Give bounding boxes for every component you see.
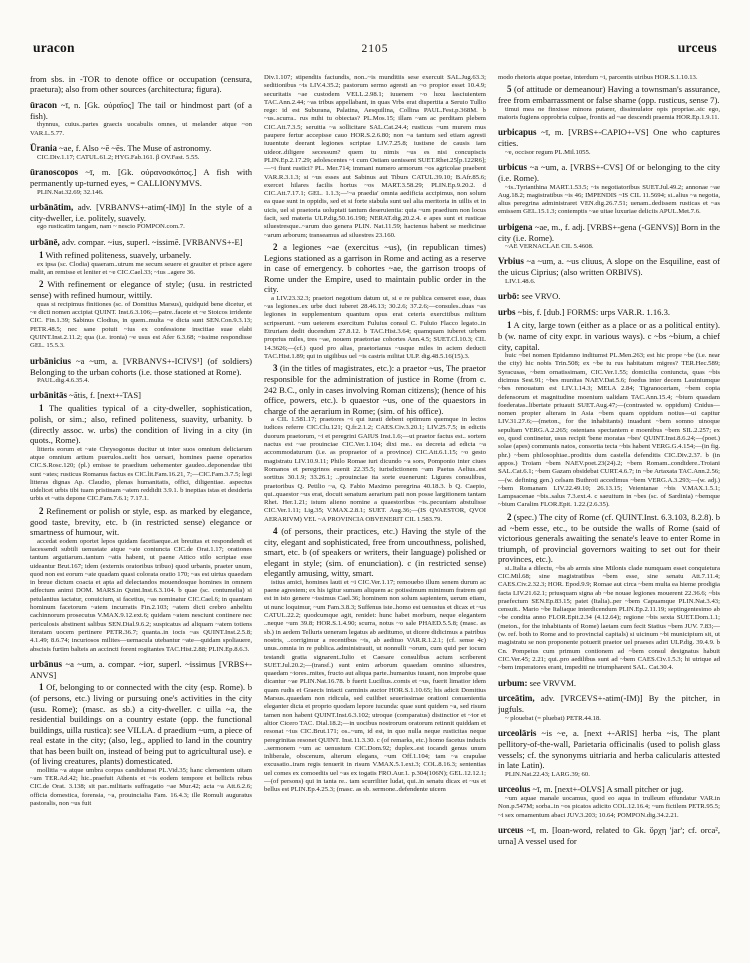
headword: Ūrania	[30, 143, 57, 154]
text-columns	[30, 74, 720, 932]
sense-paragraph: 1 Of, belonging to or connected with the city (esp. Rome). b (of persons, etc.) living or pursuing one's activities in the city (usu. Rome); (masc. as sb.) a city-dweller. c uilla ~a, the residential buildings on a country estate (opp. the functional buildings, uilla rustica): see VILLA. d praedium ~um, a piece of real estate in the city; (also, leg., applied to land in the country that has been built on, instead of being put to agricultural use). e (of living creatures, plants) domesticated.	[30, 682, 252, 767]
sense-number: 2	[39, 279, 44, 290]
dictionary-entry: ūracon ~ī, n. [Gk. ούραῖος] The tail or hindmost part (of a fish).	[30, 99, 252, 121]
dictionary-entry: urbānitās ~ātis, f. [next+-TAS]	[30, 390, 141, 401]
headword: urbigena	[498, 221, 533, 232]
dictionary-entry: urbānē, adv. compar. ~ius, superl. ~issimē. [VRBANVS+-E]	[30, 236, 243, 247]
citation-continuation: modo rhetoris atque poetae, interdum ~i, parcentis uiribus HOR.S.1.10.13.	[498, 74, 698, 81]
citation-block: ego rusticatim tangam, nam ~ nescio POMPON.com.7.	[37, 223, 185, 231]
citation-block: a CIL 1.581.17; praetores ~i qui iurati debent optimum quemque in lectos iudices referre CIC.Clu.121; Q.fr.2.1.2; CAES.Civ.3.20.1; LIV.25.7.5; in edictis duorum praetorum, ~i et peregrini GAIUS Inst.1.6;—ut praetor factus est.. sortem nactus est ~ae prouinciae CIC.Ver.1.104; dixi me.. ea decreta ad edicta ~a accommodaturum (i.e. as propraetor of a province) CIC.Att.6.1.15; ~o gesto magistratu LIV.10.9.11; Philo Romae iuri dicundo ~a sors, Pomponio inter ciues Romanos et peregrinos euenit 22.35.5; iurisdictionem ~am Paetus Aelius..est sortitus 30.1.9; 33.26.1; ..prouinciae ita sorte euenerunt: Ligures consulibus, praetoribus Q. Petilio ~a, Q. Fabio Maximo peregrina 40.18.3. b Q. Caepio, qui..quaestor ~us erat, docuit senatum aerarium pati non posse largitionem tantam Rhet. Her.1.21; istum alieno nomine a quaestoribus ~is..pecuniam abstulisse CIC.Ver.1.11; Lig.35; V.MAX.2.8.1; SUET. Aug.36;—(IS QVAESTOR, QVOI AERARIVM) VEL ~A PROVINCIA OBVENERIT CIL 1.583.79.	[264, 416, 486, 523]
dictionary-entry: urbum: see VRVVM.	[498, 677, 577, 688]
dictionary-entry: Ūrania ~ae, f. Also ~ē ~ēs. The Muse of astronomy.	[30, 143, 212, 154]
citation-block: timui mea ne finxisse minora putarer, dissimulator opis propriae..sic ego, maioris fugiens opprobria culpae, frontis ad ~ae descendi praemia HOR.Ep.1.9.11.	[498, 105, 720, 122]
sense-number: 4	[273, 525, 278, 536]
sense-paragraph: 2 With refinement or elegance of style; (usu. in restricted sense) with refined humour, wittily.	[30, 279, 252, 301]
dictionary-entry: ūranoscopos ~ī, m. [Gk. ούρανοσκόπος.] A fish with permanently up-turned eyes, = CALLIONYMVS.	[30, 167, 252, 189]
citation-block: PAUL.dig.4.6.35.4.	[37, 377, 90, 384]
sense-paragraph: 4 (of persons, their practices, etc.) Having the style of the city, elegant and sophisticated, free from uncouthness, polished, smart, etc. b (of speakers or writers, their language) polished or elegant in style; (sim. of enunciation). c (in restricted sense) elegantly amusing, witty, smart.	[264, 525, 486, 579]
citation-block: ex ipsa (sc. Clodia) quaeram..utrum me secum seuere et grauiter et prisce agere malit, an remisse et leniter et ~e CIC.Cael.33; ~ius ..agere 36.	[30, 260, 252, 277]
headword: urceolus	[498, 783, 531, 794]
dictionary-entry: Vrbius ~a ~um, a. ~us cliuus, A slope on the Esquiline, east of the uicus Ciprius; (also written ORBIVS).	[498, 256, 720, 278]
headword: urceātim,	[498, 693, 535, 704]
sense-number: 3	[273, 363, 278, 374]
sense-number: 1	[39, 249, 44, 260]
sense-number: 5	[507, 84, 512, 95]
continuation-paragraph: from sbs. in -TOR to denote office or occupation (censura, praetura); also from other sources (architectura; figura).	[30, 74, 252, 95]
headword: urbum:	[498, 677, 528, 688]
citation-block: LIV.1.48.6.	[505, 277, 536, 285]
column-1	[30, 74, 252, 932]
headword: urbānātim,	[30, 202, 74, 213]
sense-paragraph: 1 A city, large town (either as a place or as a political entity). b (w. name of city expr. in various ways). c ~bs ~bium, a chief city, capital.	[498, 320, 720, 352]
citation-block: litteris eorum et ~ate Chrysogonus ducitur ut inter suos omnium deliciarum atque omnium artium puerulos..uelit hos uersari, homines paene operarios CIC.S.Rosc.120; (pl.) emisse te praedium uehementer gaudeo..deponendae tibi sunt ~ates; rusticus Romanus factus es CIC.lit.Fam.16.21, 7;—CIC.Fam.3.7.5; legi litteras dignas Ap. Claudio, plenas humanitatis, offici, diligentiae. aspectus uidelicet urbis tibi tuam pristinam ~atem reddidit 3.9.1. b ineptias istas et desideria urbis et ~atis depone CIC.Fam.7.6.1; 7.17.1.	[30, 445, 252, 503]
citation-block: huic ~bei nomen Epidamno inditumst PL.Men.263; est hic prope ~be (i.e. near the city) hic nobis Trin.508; ex ~be tu rus habitatum migres? TER.Hec.589; Syracusas, ~bem ornatissimam, CIC.Ver.1.55; domicilia coniuncta, quas ~bis dicimus Sest.91; ~bes munitas NAEV.Dat.5.6; foedus inter decem Lauiniumque ~bes renouatum est LIV.1.14.3; MELA 2.84; Tigranocertam, ~bem copia defensorum et magnitudine moenium ualidam TAC.Ann.15.4; ~bium quasdam foederatas..libertate priuauit SUET.Aug.47;—(contrasted w. oppidum) Cnidus—nomen propter alteram in Asia ~bem quam oppidum notius—ui capitur LIV.31.27.6;—(meton., for the inhabitants) inuadunt ~bem somno uinoque sepultam VERG.A.2.265; ostentans spectantem e moenibus ~bem SIL.2.257; ex eo, quod continetur, usus recipit 'bene moratas ~bes' QUINT.Inst.8.6.24;—(poet.) solae (apes) communis natos, consortia tecta ~bis habent VERG.G.4.154;—(in fig. phr.) ~bem philosophiae..proditis dum castella defenditis CIC.Div.2.37. b (in appos.) Troiam ~bem NAEV.poet.23(24).2; ~bem Romam..condidere..Troiani SAL.Cat.6.1; ~bem Gazam obsidebat CURT.4.6.7; in ~be Artaxata TAC.Ann.2.56;—(w. defining gen.) celsam Buthroti accedimus ~bem VERG.A.3.293;—(w. adj.) ~bem Romanam LIV.22.49.10; 26.13.15; Veientanae ~bis V.MAX.1.5.1; Lampsacenae ~bis..salus 7.3.ext.4. c saeuitum in ~bes (sc. of Sardinia) ~bemque ~bium Caralim FLOR.Epit. 1.22.(2.6.35).	[498, 352, 720, 509]
sense-paragraph: 2 a legiones ~ae (exercitus ~us), (in republican times) Legions stationed as a garrison in Rome and acting as a reserve in case of emergency. b cohortes ~ae, the garrison troops of Rome under the Empire, used to maintain public order in the city.	[264, 241, 486, 295]
headword: urbicapus	[498, 127, 537, 138]
sense-number: 2	[39, 505, 44, 516]
page-header	[30, 40, 720, 56]
dictionary-entry: urbō: see VRVO.	[498, 291, 561, 302]
citation-block: ~ plouebat (= pluebat) PETR.44.18.	[505, 714, 601, 722]
dictionary-entry: urbigena ~ae, m., f. adj. [VRBS+-gena (-GENVS)] Born in the city (i.e. Rome).	[498, 221, 720, 243]
dictionary-entry: urceolāris ~is ~e, a. [next +-ARIS] herba ~is, The plant pellitory-of-the-wall, Parietaria officinalis (used to polish glass vessels; cf. the synonyms uitriaria and herba calicularis attested in late Latin).	[498, 728, 720, 771]
citation-block: a LIV.23.32.3; praetori negotium datum ut, si e re publica censeret esse, duas ~as legiones..ex urbe duci iuberet 28.46.13; 30.2.6; 37.2.6;—consules..duas ~as legiones in supplementum quantum opus erat ceteris exercitibus militum scripserunt. ~um ueterem exercitum Fuluius consul C. Fuluio Flacco legato..in Etruriam dedit ducendum 27.8.12. b TAC.Hist.3.64; quamquam iuberet urbem proprius miles, tres ~ae, nouem praetoriae cohortes Ann.4.5; SUET.Cl.10.3; CIL 14.3626;—(cf.) quod pro alias, praetorianus ~usque miles in aciem deducti TAC.Hist.1.89; qui in uigilibus uel ~is castris militat ULP. dig.48.5.16(15).3.	[264, 294, 486, 360]
sense-paragraph: 2 Refinement or polish or style, esp. as marked by elegance, good taste, brevity, etc. b (in restricted sense) elegance or smartness of humour, wit.	[30, 505, 252, 538]
dictionary-entry: urbānicius ~a ~um, a. [VRBANVS+-ICIVS¹] (of soldiers) Belonging to the urban cohorts (i.e. those stationed at Rome).	[30, 355, 252, 377]
citation-block: PLIN.Nat.22.43; LARG.39; 60.	[505, 770, 590, 778]
citation-block: ~AE VERNACLAE CIL 5.4608.	[505, 243, 594, 251]
column-2	[264, 74, 486, 932]
column-3	[498, 74, 720, 932]
sense-number: 1	[39, 682, 44, 693]
sense-paragraph: 1 With refined politeness, suavely, urbanely.	[39, 249, 192, 260]
headword: ūracon	[30, 99, 57, 110]
sense-number: 1	[507, 320, 512, 331]
sense-number: 1	[39, 403, 44, 414]
sense-paragraph: 2 (spec.) The city of Rome (cf. QUINT.Inst. 6.3.103, 8.2.8). b ad ~bem esse, etc., to be outside the walls of Rome (said of victorious generals awaiting the senate's leave to enter Rome in triumph, of provincial governors waiting to set out for their provinces, etc.).	[498, 511, 720, 565]
citation-block: thynnus, cuius..partes graecis uocabulis omnes, ut melander atque ~on VAR.L.5.77.	[30, 121, 252, 137]
headword: urceolāris	[498, 728, 537, 739]
headword: urbānicius	[30, 355, 72, 366]
dictionary-entry: urbicapus ~ī, m. [VRBS+-CAPIO+-VS] One who captures cities.	[498, 127, 720, 149]
headword: urbicus	[498, 162, 528, 173]
dictionary-entry: urbs ~bis, f. [dub.] FORMS: urps VAR.R. 1.16.3.	[498, 307, 671, 318]
headword: urbānitās	[30, 390, 68, 401]
citation-continuation: Div.1.107; stipendiis faciundis, non..~is munditiis sese exercuit SAL.Jug.63.3; seditionibus ~is LIV.4.35.2; pastorum sermo agresti an ~o propior esset 10.4.9; securitatis ~ae custodem VELL.2.98.1; iuuenem ~o luxu lasciuientem TAC.Ann.2.44; ~as tribus appellabant, in quas Vrbs erat dispertita a Seruio Tullio rege: id est Suburana, Palatina, Aesquilina, Collina PAUL.Fest.p.368M. b ~us..scurra.. rus mihi tu obiectas? PL.Mos.15; illam ~am ac perditam plebem CIC.Att.7.3.5; seruitia ~a sollicitare SAL.Cat.24.4; rusticus ~um murem mus paupere fertur accepisse cauo HOR.S.2.6.80; non ~a tantum sed etiam agresti iuuentute deerant legiones scriptae LIV.7.25.8; iustisne de causis iam uideor..diligere secessum? quem tu nimis ~us es nisi concupiscis PLIN.Ep.2.17.29; adolescentes ~i cum Ostiam uenissent SUET.Rhet.25[p.122R6];—~i fiunt rustici? PL. Mer.714; immani numero armorum ~os agricolae praebent VAR.R.3.1.3; si ~us esses aut Sabinus aut Tiburs CATUL.39.10; B.Afr.85.6; exercet hilares facilis hortus ~os MART.3.58.29; PLIN.Ep.9.20.2. d CIC.Att.7.17.1; GEL. 1.1.3;—'~a praedia' omnia aedificia accipimus, non solum ea quae sunt in oppidis, sed et si forte stabula sunt uel alia meritoria in uillis et in uicis, uel si praetoria uoluptati tantum deseruientia: quia ~um praedium non locus facit, sed materia ULP.dig.50.16.198; NERAT.dig.20.2.4. e apes sunt et rusticae siluestresque..~arum duo genera PLIN. Nat.11.59; hactenus habent se medicinae ~arum arborum; transeamus ad siluestres 23.160.	[264, 74, 486, 239]
citation-block: accedat eodem oportet lepos quidam facetiaeque..et breuitas et respondendi et lacessendi subtili uenustate atque ~ate coniuncta CIC.de Orat.1.17; orationes tantum argutiarum..tantum ~atis habent, ut paene Attico stilo scriptae esse uideantur Brut.167; idem (externis oratoribus tribuo) quod urbanis, praeter unum, quod non est eorum ~ate quadam quasi colorata oratio 170; ~as est uirtus quaedam in breue dictum coacta et apta ad delectandos mouendosque homines in omnem adfectum animi DOM. MARS.in Quint.Inst.6.3.104. b quae (sc. contumelia) si petulantius iactatur, conuicium, si facetius, ~as nominatur CIC.Cael.6; in quantam hominum facetorum ~atem incurratis Fin.2.103; ~atem dicti crebro anhelitu cachinnorum prosecutus V.MAX.9.12.ext.6; quidam ~atem nesciunt continere nec periculosis abstinent salibus SEN.Dial.9.6.2; suspicatus ad aliquam ~atem totiens iteratam uocem pertinere PETR.36.7; quanta..in iocis ~as QUINT.Inst.2.5.8; 4.1.49; 8.6.74; incuriosos milites—uernacula utebantur ~ate—quidam spoliauere, abscisis furtim balteis an accincti forent rogitantes TAC.Hist.2.88; PLIN.Ep.8.6.3.	[30, 537, 252, 653]
dictionary-entry: urceātim, adv. [VRCEVS+-atim(-IM)] By the pitcher, in jugfuls.	[498, 693, 720, 715]
page-number: 2105	[361, 43, 389, 55]
citation-block: ~um aquae manale uocamus, quod eo aqua in trulleum effundatur VAR.in Non.p.547M; sorba..in ~os picatos adicito COL.12.16.4; ~um fictilem PETR.95.5; ~i sex ornamentum abaci JUV.3.203; 10.64; POMPON.dig.34.2.21.	[498, 794, 720, 819]
citation-block: mollitia ~a atque umbra corpus candidumst PL.Vid.35; hanc clementem uitam ~am TER.Ad.42; hic..praefuit Athenis et ~is eodem tempore et bellicis rebus CIC.de Orat. 3.138; sit par..militaris suffragatio ~ae Mur.42; acta ~a Att.6.2.6; officia domestica, forensia, ~a, prouincialia Fam. 16.4.3; ille Romuli auguratus pastoralis, non ~us fuit	[30, 766, 252, 807]
citation-block: PLIN.Nat.32.69; 32.146.	[37, 188, 104, 196]
dictionary-entry: urbānus ~a ~um, a. compar. ~ior, superl. ~issimus [VRBS+-ANVS]	[30, 658, 252, 680]
guide-word-left: uracon	[33, 40, 75, 55]
headword: urbō:	[498, 291, 520, 302]
headword: Vrbius	[498, 256, 524, 267]
dictionary-entry: urceolus ~ī, m. [next+-OLVS] A small pitcher or jug.	[498, 783, 684, 794]
dictionary-entry: urbānātim, adv. [VRBANVS+-atim(-IM)] In the style of a city-dweller, i.e. politely, suavely.	[30, 202, 252, 223]
sense-paragraph: 5 (of attitude or demeanour) Having a townsman's assurance, free from embarrassment or false shame (opp. rusticus, sense 7).	[498, 84, 720, 106]
headword: urceus	[498, 824, 524, 835]
citation-block: quas si recipimus finitiones (sc. of Domitius Marsus), quidquid bene dicetur, et ~e dicti nomen accipiat QUINT. Inst.6.3.106;—patre..facete et ~e Stoicos irridente CIC. Fin.1.39; Sabinus Clodius, in quem..multa ~e dicta sunt SEN.Con.9.3.13; PETR.48.5; nec sane potuit ~ius ex confessione inscitiae suae elabi QUINT.Inst.2.11.2; qua (i.e. ironia) ~e usus est Afer 6.3.68; ~issime respondisse GEL. 15.5.3.	[30, 300, 252, 350]
citation-block: ~is..Tyrianthina MART.1.53.5; ~is negotiatoribus SUET.Jul.49.2; annonae ~ae Aug.18.2; magistratibus ~is 46; IMPENDIS ~IS CIL 11.5694; si..alius ~a negotia, alius peregrina administraret VEN.dig.26.7.51; uenam..dedissem rusticas et ~as emissem GEL.15.1.3; contemptis ~ae uitae luxuriae deliciis APUL.Met.7.6.	[498, 183, 720, 216]
headword: ūranoscopos	[30, 167, 79, 178]
sense-paragraph: 1 The qualities typical of a city-dweller, sophistication, polish, or sim.; also, refined politeness, suavity, urbanity. b (directly assoc. w. urbs) the condition of living in a city (in quots., Rome).	[30, 403, 252, 446]
guide-word-right: urceus	[677, 40, 717, 55]
sense-number: 2	[507, 511, 512, 522]
citation-block: CIC.Div.1.17; CATUL.61.2; HYG.Fab.161. β OV.Fast. 5.55.	[37, 153, 200, 161]
dictionary-entry: urbicus ~a ~um, a. [VRBS+-CVS] Of or belonging to the city (i.e. Rome).	[498, 162, 720, 184]
citation-block: si..Italia a dilectu, ~bs ab armis sine Milonis clade numquam esset conquietura CIC.Mil.68; sine magistratibus ~bem esse, sine senatu Att.7.11.4; CAES.Civ.2.32.3; HOR. Epod.9.9; Romae aut circa ~bem multa ea hieme prodigia facta LIV.21.62.1; priusquam signa ab ~be nouae legiones mouerent 22.36.6; ~bis praefectum SEN.Ep.83.15; patet (Italia)..per ~bem Capuamque PLIN.Nat.3.43; censuit.. Mario ~be Italiaque interdicendum PLIN.Ep.2.11.19; septingentesimo ab ~be condita anno FLOR.Epit.2.34 (4.12.64); regione ~bis sexta SUET.Dom.1.1; (meton., for the inhabitants of Rome) laetam cum fecit Statius ~bem JUV. 7.83;—(w. ref. both to Rome and to provincial capitals) si uicinum ~bi municipium sit, ut magistratu se non proponente potuerit praetor uel praeses adiri ULP.dig. 39.4.9. b Cn. Pompeius cum primum contionem ad ~bem consul designatus habuit CIC.Ver.45; 2.21; qui..pro aedilibus sunt ad ~bem CAES.Civ.1.5.3; hi utrique ad ~bem imperatores erant, impediti ne triumpharent SAL. Cat.30.4.	[498, 564, 720, 672]
dictionary-entry: urceus ~ī, m. [loan-word, related to Gk. ὕρχη 'jar'; cf. orca², urna] A vessel used for	[498, 824, 720, 846]
sense-paragraph: 3 (in the titles of magistrates, etc.): a praetor ~us, The praetor responsible for the administration of justice in Rome (from c. 242 B.C., only in cases involving Roman citizens); (hence of his office, powers, etc.). b quaestor ~us, one of the quaestors in charge of the aerarium in Rome; (sim. of his office).	[264, 363, 486, 416]
citation-block: istius amici, homines lauti et ~i CIC.Ver.1.17; remouebo illum senem durum ac paene agrestem; ex his igitur sumam aliquem ac potissimum minimum fratrem qui est in isto genere ~issimus Cael.36; hominem non solum sapientem, uerum etiam, ut nunc loquimur, ~um Fam.3.8.3; Suffenus iste..homo est uenustus et dicax et ~us CATUL.22.2; quodcumque agit, renidet: hunc habet morbum, neque elegantem ..neque ~um 39.8; HOR.S.1.4.90; scurra, notus ~o sale PHAED.5.5.8; (masc. as sb.) in aedem Telluris ueneram legatus ab aeditumo, ut dicere didicimus a patribus nostris, ..corrigimur a recentibus ~is, ab aedituo VAR.R.1.2.1; (cf. sense 4c) unus..omnia in re publica..administrauit, ut nonnulli ~orum, cum quid per iocum testandi gratia signarent..Iulio et Caesare consulibus actum scriberent SUET.Jul.20.2;—(transf.) sunt enim arborum quaedam omnino siluestres, quaedam ~iores..mites, fructo aut aliqua parte..humanius iuuant, non improbe quae dicantur ~ae PLIN.Nat.16.78. b fuerit Lucilius..comis et ~us, fuerit limatior idem quam rudis et Graecis intacti carminis auctor HOR.S.1.10.65; his adicit Domitius Marsus..quaedam non ridicula, sed cuilibet seuerissimae orationi conuenientia eleganter dicta et proprio quodam lepore iucunda: quae sunt quidem ~a, sed risum tamen non habent QUINT.Inst.6.3.102; utroque (comparatus) distinctior et ~ior et altior Cicero TAC. Dial.18.2;—in uocibus nostrorum oratorum retinnit quiddam et resonat ~ius CIC.Brut.171; os..~um, id est, in quo nulla neque rusticitas neque peregrinitas resonet QUINT. Inst.11.3.30. c (of remarks, etc.) homo facetus inducis ..sermonem ~um ac uenustum CIC.Dom.92; duplex..est iocandi genus unum inliberale, obscenum, alterum elegans, ~um Off.1.104; tam ~a crapulae excusatio..iram regis tenuerit in risum V.MAX.5.1.ext.3; COL.8.16.3; sententias uel comes ex comoediis uel ~as ex togatis FRO.Aur.1. p.304(106N); GEL.12.12.1;—(of persons) qui in tanta re.. tam scurriliter ludat, qui..in senatu dicax et ~us et bellus est PLIN.Ep.4.25.3; (masc. as sb. sermone..defendente uicem	[264, 578, 486, 794]
citation-block: ~e, occisor regum PL.Mil.1055.	[505, 148, 591, 156]
headword: urbānē,	[30, 236, 60, 247]
headword: urbānus	[30, 658, 63, 669]
headword: urbs	[498, 307, 516, 318]
sense-number: 2	[273, 241, 278, 252]
